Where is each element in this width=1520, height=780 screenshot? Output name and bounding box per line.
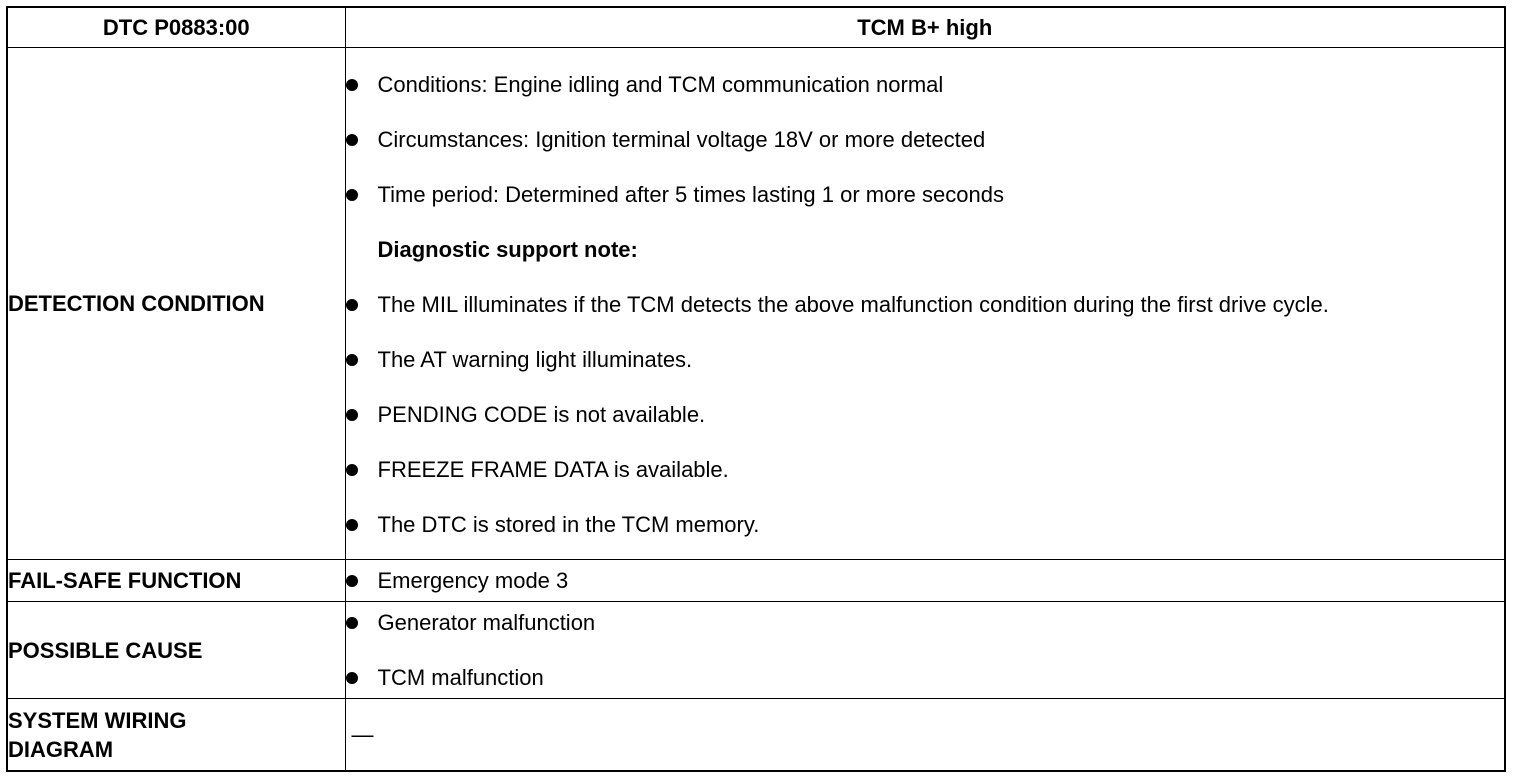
bullet-icon xyxy=(346,354,358,366)
bullet-icon xyxy=(346,464,358,476)
possible-cause-row xyxy=(8,602,1504,699)
list-item-text: The MIL illuminates if the TCM detects the above malfunction condition during the first drive cycle. xyxy=(377,291,1329,317)
list-item xyxy=(346,455,1505,485)
bullet-icon xyxy=(346,672,358,684)
list-item xyxy=(346,125,1505,155)
possible-cause-list xyxy=(346,608,1505,693)
fail-safe-value xyxy=(345,560,1504,602)
list-item xyxy=(346,566,1505,596)
bullet-icon xyxy=(346,79,358,91)
dtc-code-header: DTC P0883:00 xyxy=(8,8,345,48)
detection-condition-row xyxy=(8,48,1504,560)
bullet-icon xyxy=(346,409,358,421)
list-item xyxy=(346,345,1505,375)
fail-safe-label: FAIL-SAFE FUNCTION xyxy=(8,560,345,602)
system-wiring-label-line1: SYSTEM WIRING xyxy=(8,707,187,733)
list-item xyxy=(346,663,1505,693)
list-item xyxy=(346,70,1505,100)
list-item xyxy=(346,608,1505,638)
system-wiring-label xyxy=(8,699,345,771)
bullet-icon xyxy=(346,575,358,587)
possible-cause-value xyxy=(345,602,1504,699)
diagnostic-note-heading xyxy=(346,235,1505,265)
list-item-text: The AT warning light illuminates. xyxy=(377,346,693,372)
list-item xyxy=(346,510,1505,540)
list-item-text: Generator malfunction xyxy=(377,609,596,635)
possible-cause-label: POSSIBLE CAUSE xyxy=(8,602,345,699)
diagnostic-note-text: Diagnostic support note: xyxy=(377,236,638,262)
bullet-icon xyxy=(346,617,358,629)
system-wiring-value: — xyxy=(345,699,1504,771)
bullet-icon xyxy=(346,299,358,311)
detection-condition-list xyxy=(346,70,1505,540)
list-item-text: Circumstances: Ignition terminal voltage 18V or more detected xyxy=(377,126,986,152)
list-item-text: Conditions: Engine idling and TCM communication normal xyxy=(377,71,944,97)
list-item-text: Time period: Determined after 5 times lasting 1 or more seconds xyxy=(377,181,1004,207)
list-item xyxy=(346,400,1505,430)
detection-condition-value xyxy=(345,48,1504,560)
dtc-title-header: TCM B+ high xyxy=(345,8,1504,48)
list-item xyxy=(346,290,1505,320)
list-item xyxy=(346,180,1505,210)
system-wiring-row xyxy=(8,699,1504,771)
fail-safe-row xyxy=(8,560,1504,602)
bullet-icon xyxy=(346,189,358,201)
dtc-document xyxy=(6,6,1506,772)
list-item-text: FREEZE FRAME DATA is available. xyxy=(377,456,729,482)
list-item-text: PENDING CODE is not available. xyxy=(377,401,706,427)
list-item-text: TCM malfunction xyxy=(377,664,544,690)
header-row xyxy=(8,8,1504,48)
detection-condition-label: DETECTION CONDITION xyxy=(8,48,345,560)
fail-safe-list xyxy=(346,566,1505,596)
bullet-icon xyxy=(346,134,358,146)
system-wiring-label-line2: DIAGRAM xyxy=(8,736,114,762)
bullet-icon xyxy=(346,519,358,531)
list-item-text: Emergency mode 3 xyxy=(377,567,569,593)
dtc-table xyxy=(8,8,1504,770)
list-item-text: The DTC is stored in the TCM memory. xyxy=(377,511,760,537)
